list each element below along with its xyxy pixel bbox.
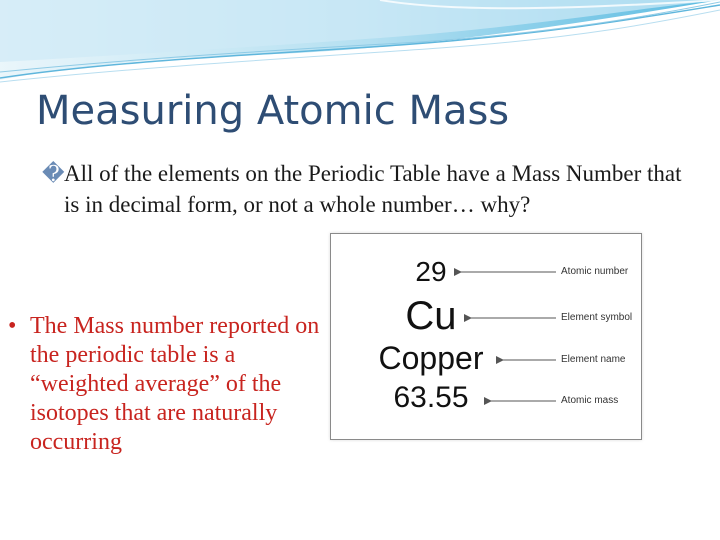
- bullet-dot-icon: •: [8, 313, 17, 339]
- slide-title: Measuring Atomic Mass: [36, 88, 510, 134]
- bullet-2-text: The Mass number reported on the periodic table is a “weighted average” of the isotopes that are naturally occurring: [30, 313, 320, 455]
- atomic-number-label: Atomic number: [561, 266, 629, 277]
- atomic-number-value: 29: [415, 256, 447, 287]
- element-name-value: Copper: [378, 340, 484, 376]
- atomic-mass-label: Atomic mass: [561, 395, 619, 406]
- element-symbol-label: Element symbol: [561, 312, 633, 323]
- bullet-point-2: [8, 312, 338, 457]
- atomic-mass-value: 63.55: [393, 381, 469, 414]
- element-symbol-value: Cu: [405, 294, 457, 338]
- bullet-glyph-icon: �: [42, 161, 65, 186]
- bullet-point-1: [42, 158, 690, 220]
- element-name-label: Element name: [561, 354, 626, 365]
- header-wave-decoration: [0, 0, 720, 90]
- bullet-1-text: All of the elements on the Periodic Table have a Mass Number that is in decimal form, or not a whole number… why?: [64, 161, 682, 217]
- periodic-element-card: [330, 233, 642, 440]
